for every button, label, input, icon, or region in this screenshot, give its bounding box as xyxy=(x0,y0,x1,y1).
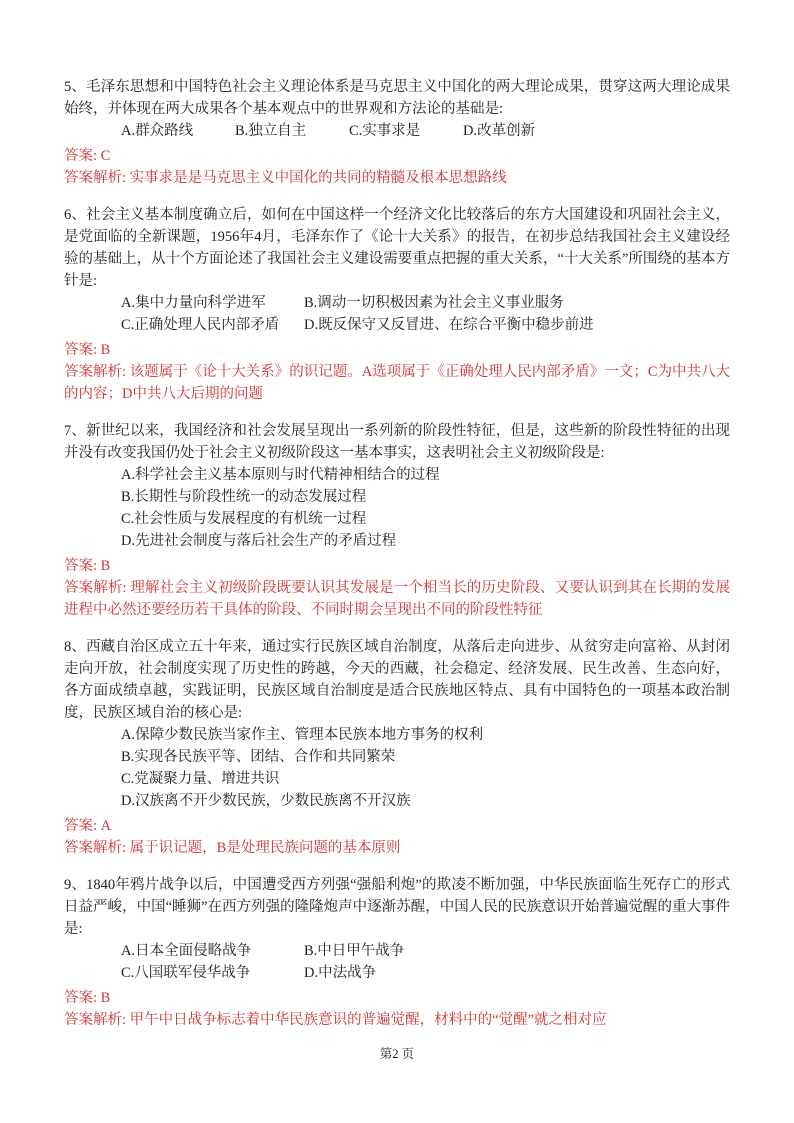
question-options xyxy=(64,292,730,336)
option-row xyxy=(64,464,730,486)
option: C.党凝聚力量、增进共识 xyxy=(121,771,280,787)
analysis-text: 该题属于《论十大关系》的识记题。A选项属于《正确处理人民内部矛盾》一文；C为中共八大的内容；D中共八大后期的问题 xyxy=(64,364,731,402)
question-block-5 xyxy=(64,76,730,189)
analysis-label: 答案解析: xyxy=(64,170,130,186)
option: C.正确处理人民内部矛盾 xyxy=(121,317,280,333)
analysis-line xyxy=(64,1009,730,1031)
option-row xyxy=(64,746,730,768)
option: B.长期性与阶段性统一的动态发展过程 xyxy=(121,489,367,505)
answer-label: 答案: xyxy=(64,148,101,164)
question-options xyxy=(64,724,730,812)
question-stem: 5、毛泽东思想和中国特色社会主义理论体系是马克思主义中国化的两大理论成果，贯穿这两大理论成果始终，并体现在两大成果各个基本观点中的世界观和方法论的基础是: xyxy=(64,79,730,117)
answer-line xyxy=(64,555,730,577)
answer-line xyxy=(64,339,730,361)
question-options xyxy=(64,120,730,142)
question-stem: 7、新世纪以来，我国经济和社会发展呈现出一系列新的阶段性特征，但是，这些新的阶段性特征的出现并没有改变我国仍处于社会主义初级阶段这一基本事实，这表明社会主义初级阶段是: xyxy=(64,423,730,461)
option-row xyxy=(64,768,730,790)
option-row xyxy=(64,486,730,508)
answer-label: 答案: xyxy=(64,558,101,574)
option-row xyxy=(64,530,730,552)
analysis-line xyxy=(64,837,730,859)
analysis-label: 答案解析: xyxy=(64,580,131,596)
answer-line xyxy=(64,145,730,167)
question-block-7 xyxy=(64,420,730,621)
analysis-label: 答案解析: xyxy=(64,840,130,856)
answer-line xyxy=(64,815,730,837)
option: B.实现各民族平等、团结、合作和共同繁荣 xyxy=(121,749,396,765)
question-block-9 xyxy=(64,874,730,1031)
option: D.既反保守又反冒进、在综合平衡中稳步前进 xyxy=(304,317,594,333)
answer-value: A xyxy=(100,818,112,834)
page-number: 第2 页 xyxy=(379,1047,415,1061)
option: D.改革创新 xyxy=(463,123,536,139)
answer-value: B xyxy=(100,990,111,1006)
option: A.群众路线 xyxy=(121,123,194,139)
question-block-8 xyxy=(64,636,730,859)
analysis-text: 实事求是是马克思主义中国化的共同的精髓及根本思想路线 xyxy=(129,170,507,186)
option: A.保障少数民族当家作主、管理本民族本地方事务的权利 xyxy=(121,727,484,743)
analysis-label: 答案解析: xyxy=(64,1012,130,1028)
option: C.社会性质与发展程度的有机统一过程 xyxy=(121,511,367,527)
answer-value: B xyxy=(100,342,111,358)
option-row xyxy=(64,314,730,336)
question-stem: 8、西藏自治区成立五十年来，通过实行民族区域自治制度，从落后走向进步、从贫穷走向富裕、从封闭走向开放，社会制度实现了历史性的跨越，今天的西藏，社会稳定、经济发展、民生改善、生态向好，各方面成绩卓越，实践证明，民族区域自治制度是适合民族地区特点、具有中国特色的一项基本政治制度，民族区域自治的核心是: xyxy=(64,639,730,721)
answer-label: 答案: xyxy=(64,818,101,834)
analysis-text: 属于识记题，B是处理民族问题的基本原则 xyxy=(129,840,401,856)
analysis-line xyxy=(64,577,730,621)
option: D.中法战争 xyxy=(304,965,377,981)
page-footer xyxy=(0,1044,794,1062)
option: B.调动一切积极因素为社会主义事业服务 xyxy=(304,295,564,311)
option: A.日本全面侵略战争 xyxy=(121,943,252,959)
option: D.汉族离不开少数民族，少数民族离不开汉族 xyxy=(121,793,411,809)
answer-line xyxy=(64,987,730,1009)
option-row xyxy=(64,724,730,746)
answer-value: C xyxy=(100,148,111,164)
question-options xyxy=(64,940,730,984)
option: A.科学社会主义基本原则与时代精神相结合的过程 xyxy=(121,467,440,483)
option: D.先进社会制度与落后社会生产的矛盾过程 xyxy=(121,533,397,549)
option-row xyxy=(64,120,730,142)
analysis-text: 理解社会主义初级阶段既要认识其发展是一个相当长的历史阶段、又要认识到其在长期的发展进程中必然还要经历若干具体的阶段、不同时期会呈现出不同的阶段性特征 xyxy=(64,580,731,618)
question-stem: 6、社会主义基本制度确立后，如何在中国这样一个经济文化比较落后的东方大国建设和巩固社会主义，是党面临的全新课题，1956年4月，毛泽东作了《论十大关系》的报告，在初步总结我国社会主义建设经验的基础上，从十个方面论述了我国社会主义建设需要重点把握的重大关系，“十大关系”所围绕的基本方针是: xyxy=(64,207,730,289)
option-row xyxy=(64,292,730,314)
option-row xyxy=(64,962,730,984)
analysis-line xyxy=(64,167,730,189)
answer-value: B xyxy=(100,558,111,574)
question-options xyxy=(64,464,730,552)
option-row xyxy=(64,508,730,530)
answer-label: 答案: xyxy=(64,342,101,358)
analysis-label: 答案解析: xyxy=(64,364,130,380)
analysis-text: 甲午中日战争标志着中华民族意识的普遍觉醒，材料中的“觉醒”就之相对应 xyxy=(129,1012,607,1028)
option-row xyxy=(64,790,730,812)
option: C.八国联军侵华战争 xyxy=(121,965,251,981)
answer-label: 答案: xyxy=(64,990,101,1006)
option: B.独立自主 xyxy=(235,123,307,139)
analysis-line xyxy=(64,361,730,405)
option: C.实事求是 xyxy=(349,123,421,139)
question-block-6 xyxy=(64,204,730,405)
option-row xyxy=(64,940,730,962)
question-stem: 9、1840年鸦片战争以后，中国遭受西方列强“强船利炮”的欺凌不断加强，中华民族面临生死存亡的形式日益严峻，中国“睡狮”在西方列强的隆隆炮声中逐渐苏醒，中国人民的民族意识开始普遍觉醒的重大事件是: xyxy=(64,877,730,937)
option: B.中日甲午战争 xyxy=(304,943,405,959)
option: A.集中力量向科学进军 xyxy=(121,295,266,311)
